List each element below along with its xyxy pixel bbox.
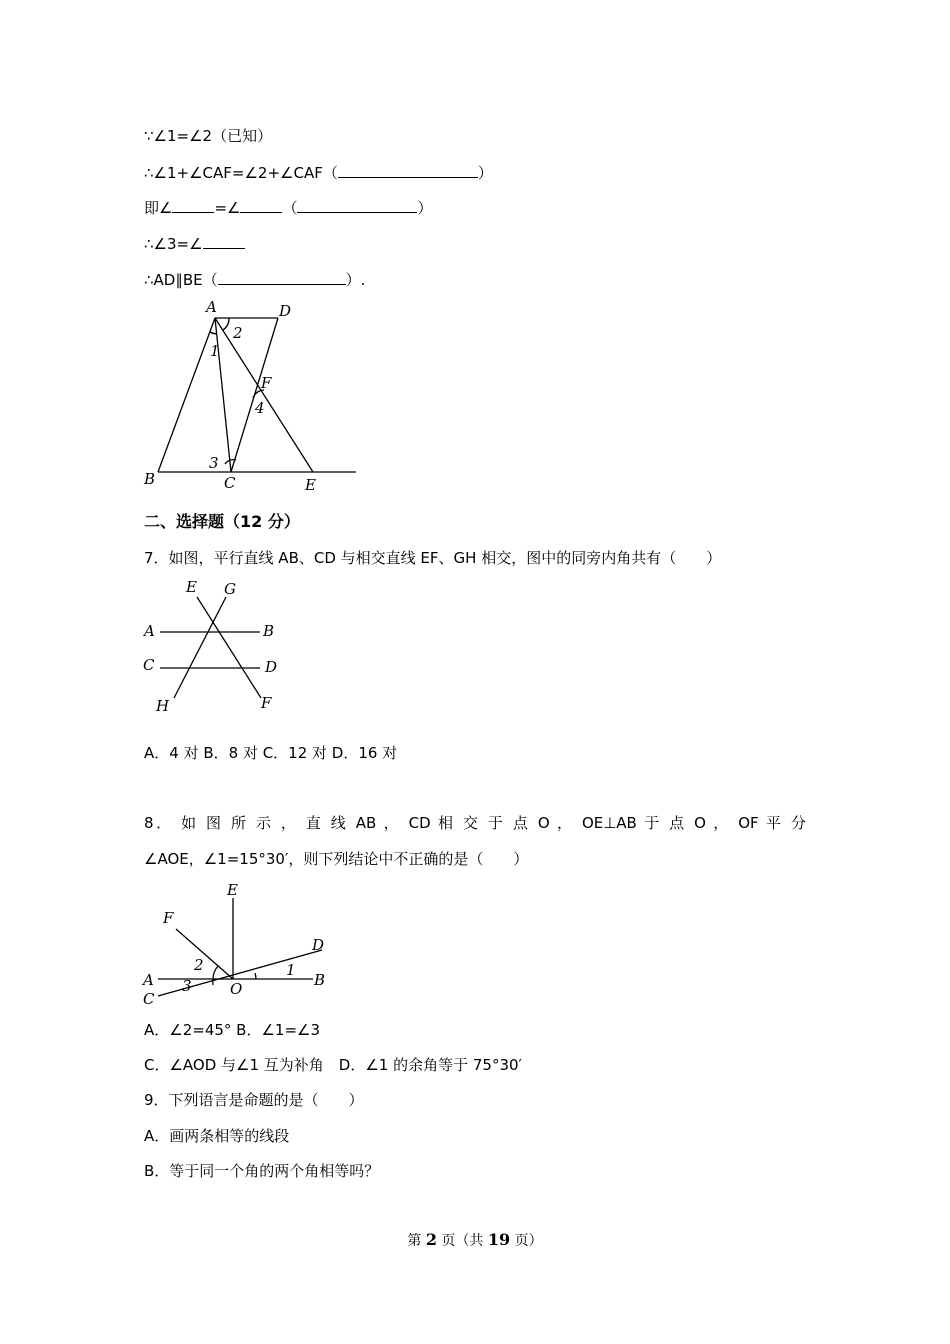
label-E: E: [227, 881, 238, 899]
proof-line-5-close: ）.: [345, 271, 366, 289]
proof-line-3: [144, 197, 433, 218]
angle-arc-1: [255, 973, 256, 979]
proof-line-3-text-a: 即∠: [144, 199, 173, 217]
segment-AE: [215, 318, 313, 472]
label-E: E: [305, 476, 316, 494]
question-8-options-1: A．∠2=45° B．∠1=∠3: [144, 1021, 321, 1039]
footer-post: 页）: [510, 1233, 543, 1249]
label-3: 3: [182, 977, 192, 995]
figure-triangle-parallel: [138, 298, 368, 498]
angle-arc-2: [223, 318, 229, 330]
ray-OF: [176, 929, 233, 979]
proof-line-5: [144, 269, 365, 290]
footer-mid: 页（共: [436, 1233, 488, 1249]
proof-line-3-text-d: ）: [417, 199, 433, 217]
label-H: H: [156, 697, 170, 715]
footer-total-pages: 19: [487, 1230, 511, 1249]
question-8-stem-line2: ∠AOE，∠1=15°30′，则下列结论中不正确的是（ ）: [144, 850, 529, 868]
footer-pre: 第: [407, 1233, 426, 1249]
label-D: D: [279, 302, 292, 320]
label-4: 4: [255, 399, 265, 417]
label-C: C: [143, 656, 155, 674]
question-9-option-a: A．画两条相等的线段: [144, 1127, 290, 1145]
question-7-options: A．4 对 B．8 对 C．12 对 D．16 对: [144, 744, 398, 762]
label-D: D: [265, 658, 278, 676]
section-title: 二、选择题（12 分）: [144, 512, 300, 531]
label-F: F: [261, 374, 272, 392]
proof-line-5-text: ∴AD∥BE（: [144, 271, 218, 289]
question-8-stem-line1: 8． 如 图 所 示 ， 直 线 AB ， CD 相 交 于 点 O ， OE⊥AB 于 点 O ， OF 平 分: [144, 814, 806, 832]
label-2: 2: [233, 324, 243, 342]
label-A: A: [144, 622, 155, 640]
proof-line-1: ∵∠1=∠2（已知）: [144, 127, 273, 145]
label-F: F: [261, 694, 272, 712]
answer-blank[interactable]: [203, 233, 245, 249]
angle-arc-2: [213, 966, 218, 979]
label-C: C: [143, 990, 155, 1008]
answer-blank[interactable]: [240, 197, 282, 213]
label-E: E: [186, 578, 197, 596]
label-O: O: [230, 980, 243, 998]
proof-line-2-close: ）: [477, 164, 493, 182]
proof-line-2: [144, 162, 493, 183]
question-7-stem: 7．如图，平行直线 AB、CD 与相交直线 EF、GH 相交，图中的同旁内角共有（ ）: [144, 549, 722, 567]
label-C: C: [224, 474, 236, 492]
line-EF: [197, 597, 261, 698]
label-A: A: [143, 971, 154, 989]
page-footer: [0, 1230, 950, 1250]
question-9-option-b: B．等于同一个角的两个角相等吗？: [144, 1162, 380, 1180]
figure-intersecting-lines-q8: [138, 878, 338, 1013]
proof-line-4: [144, 233, 245, 254]
question-8-options-2: C．∠AOD 与∠1 互为补角 D．∠1 的余角等于 75°30′: [144, 1056, 522, 1074]
label-B: B: [263, 622, 275, 640]
proof-line-3-text-b: =∠: [214, 199, 241, 217]
label-A: A: [206, 298, 217, 316]
answer-blank[interactable]: [172, 197, 214, 213]
footer-page-number: 2: [425, 1230, 437, 1249]
proof-line-2-text: ∴∠1+∠CAF=∠2+∠CAF（: [144, 164, 338, 182]
label-B: B: [314, 971, 326, 989]
proof-line-4-text: ∴∠3=∠: [144, 235, 203, 253]
line-GH: [174, 597, 226, 698]
label-3: 3: [209, 454, 219, 472]
label-2: 2: [194, 956, 204, 974]
question-9-stem: 9．下列语言是命题的是（ ）: [144, 1091, 364, 1109]
figure-parallel-lines-q7: [138, 575, 298, 720]
answer-blank[interactable]: [338, 162, 478, 178]
label-G: G: [224, 580, 236, 598]
label-D: D: [312, 936, 325, 954]
answer-blank[interactable]: [297, 197, 417, 213]
label-B: B: [144, 470, 156, 488]
label-1: 1: [286, 961, 296, 979]
label-F: F: [163, 909, 174, 927]
proof-line-3-text-c: （: [282, 199, 298, 217]
answer-blank[interactable]: [218, 269, 346, 285]
segment-AB: [158, 318, 215, 472]
label-1: 1: [210, 342, 220, 360]
